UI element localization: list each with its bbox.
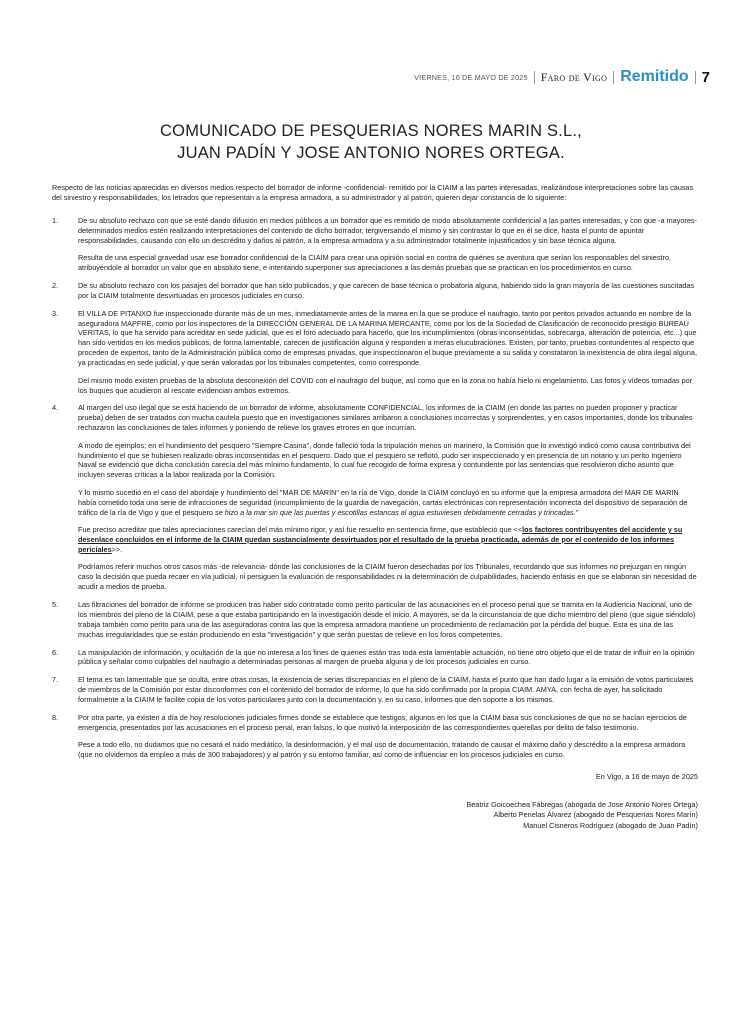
paragraph: La manipulación de información, y ocultación de la que no interesa a los fines de quienes están tras toda esta lamentable actuación, no tiene otro objeto que el de tratar de influir en la opinión pública y señalar como culpables del naufragio a determinadas personas al margen de prueba alguna y de los procesos judiciales en curso. <box>78 647 695 667</box>
item-text <box>78 600 698 640</box>
signature-line: Manuel Cisneros Rodríguez (abogado de Juan Padín) <box>523 820 698 830</box>
item-number: 4. <box>52 403 59 413</box>
item-number: 5. <box>52 599 59 609</box>
numbered-item <box>52 281 698 301</box>
item-text <box>78 713 698 760</box>
signature-line: Beatriz Goicoechea Fábregas (abogada de Jose Antonio Nores Ortega) <box>466 800 698 810</box>
title-line: COMUNICADO DE PESQUERIAS NORES MARIN S.L., <box>160 122 582 140</box>
item-text <box>78 648 698 668</box>
newspaper-name: Faro de Vigo <box>540 69 608 84</box>
issue-date: VIERNES, 16 DE MAYO DE 2025 <box>414 72 528 82</box>
item-text <box>78 216 698 273</box>
italic-quote: se hizo a la mar sin que las puertas y escotillas estancas al agua estuviesen debidamente cerradas y trincadas." <box>214 507 579 517</box>
masthead <box>414 66 710 88</box>
page-number: 7 <box>701 68 710 86</box>
statement-body <box>52 183 698 831</box>
paragraph: Pese a todo ello, no dudamos que no cesará el ruido mediático, la desinformación, y el mal uso de documentación, tratando de causar el máximo daño y descrédito a la empresa armadora (que no olvidemos da empleo a más de 300 trabajadores) y al patrón y su entorno familiar, así como de influenciar en los procesos judiciales en curso. <box>78 740 686 760</box>
paragraph: El tema es tan lamentable que se oculta, entre otras cosas, la existencia de serias discrepancias en el pleno de la CIAIM, hasta el punto que han dado lugar a la emisión de votos particulares de miembros de la Comisión por estar disconformes con el contenido del borrador de informe, lo que ha sido confirmado por la propia CIAIM. AMYA, con fecha de ayer, ha solicitado formalmente a la CIAIM le facilite copia de los votos particulares junto con la documentación y, en su caso, informes que den soporte a los mismos. <box>78 675 694 705</box>
paragraph: Las filtraciones del borrador de informe se producen tras haber sido contratado como perito particular de las acusaciones en el proceso penal que se tramita en la Audiencia Nacional, uno de los miembros del pleno de la CIAIM, pese a que estaba participando en la investigación desde el inicio. A mayores, se da la circunstancia de que dicho miembro del pleno (que sigue siéndolo) trabaja también como perito para una de las aseguradoras contra las que la empresa armadora mantiene un procedimiento de reclamación por la pérdida del buque. Esta es una de las muchas irregularidades que se están produciendo en esta "investigación" y que serán puestas de relieve en los foros competentes. <box>78 599 696 639</box>
page-title <box>0 120 742 164</box>
numbered-item <box>52 648 698 668</box>
masthead-divider <box>613 71 614 84</box>
underlined-quote: los factores contribuyentes del accidente y su desenlace concluidos en el informe de la CIAIM quedan sustancialmente desvirtuados por el resultado de la prueba practicada, además de por el contenido de los informes periciales <box>78 524 683 554</box>
title-line: JUAN PADÍN Y JOSE ANTONIO NORES ORTEGA. <box>177 144 565 162</box>
text-run: Y lo mismo sucedió en el caso del abordaje y hundimiento del "MAR DE MARIN" en la ría de Vigo, donde la CIAIM concluyó en su informe que la empresa armadora del MAR DE MARIN había cometido toda una serie de infracciones de seguridad (incumplimiento de la guardia de navegación, cartas electrónicas con representación incorrecta del dispositivo de separación de tráfico de la ría de Vigo y que el pesquero <box>78 487 688 517</box>
signature-line: Alberto Penelas Álvarez (abogado de Pesquerías Nores Marín) <box>493 810 698 820</box>
numbered-item <box>52 216 698 273</box>
text-run: >>. <box>111 544 123 554</box>
item-text <box>78 309 698 396</box>
signature-block <box>52 800 698 831</box>
item-text <box>78 403 698 592</box>
text-run: Fue preciso acreditar que tales apreciaciones carecían del más mínimo rigor, y así fue resuelto en sentencia firme, que estableció que << <box>78 524 523 534</box>
paragraph: De su absoluto rechazo con que se esté dando difusión en medios públicos a un borrador que es remitido de modo absolutamente confidencial a las partes interesadas, y con que -a mayores- determinados medios estén realizando interpretaciones del contenido de dicho borrador, tergiversando el mismo y sin contrastar lo que en él se dice, hasta el punto de apuntar responsabilidades, causando con ello un descrédito y daños al patrón, a la empresa armadora y a su administrador totalmente injustificados y sin base técnica alguna. <box>78 215 697 245</box>
item-number: 2. <box>52 280 59 290</box>
numbered-item <box>52 713 698 760</box>
paragraph: A modo de ejemplos; en el hundimiento del pesquero "Siempre Casina", donde falleció toda la tripulación menos un marinero, la Comisión que lo investigó indicó como causa contributiva del hundimiento el que se hubiesen realizado obras inconsentidas en el pesquero. Dado que el pesquero se reflotó, pudo ser inspeccionado y en presencia de un notario y un perito Ingeniero Naval se evidenció que dicha conclusión carecía del más mínimo fundamento, lo cual fue recogido de forma expresa y contundente por las sentencias que resolvieron dicho asunto que incluyen severas críticas a la labor realizada por la Comisión. <box>78 440 691 480</box>
item-number: 6. <box>52 647 59 657</box>
numbered-item <box>52 675 698 705</box>
numbered-item <box>52 309 698 396</box>
masthead-divider <box>695 71 696 84</box>
masthead-divider <box>534 71 535 84</box>
paragraph: Al margen del uso ilegal que se está haciendo de un borrador de informe, absolutamente CONFIDENCIAL, los informes de la CIAIM (en donde las partes no pueden proponer y practicar prueba) deben de ser tratados con mucha cautela puesto que en investigaciones similares arribaron a conclusiones incorrectas y sorprendentes, y en casos importantes, donde los tribunales rechazaron las conclusiones de tales informes y poniendo de relieve los graves errores en que incurrían. <box>78 403 693 433</box>
paragraph: Del mismo modo existen pruebas de la absoluta desconexión del COVID con el naufragio del buque, así como que en la zona no había hielo ni engelamiento. Las fotos y vídeos tomadas por los buques que acudieron al rescate evidencian ambos extremos. <box>78 375 693 395</box>
intro-paragraph: Respecto de las noticias aparecidas en diversos medios respecto del borrador de informe -confidencial- remitido por la CIAIM a las partes interesadas, realizándose interpretaciones sobre las causas del siniestro y responsabilidades, los letrados que representan a la empresa armadora, a su administrador y al patrón, quieren dejar constancia de lo siguiente: <box>52 183 694 202</box>
place-date-line: En Vigo, a 16 de mayo de 2025 <box>595 772 698 782</box>
paragraph: Por otra parte, ya existen a día de hoy resoluciones judiciales firmes donde se establece que testigos, algunos en los que la CIAIM basa sus conclusiones de que no se hacían ejercicios de emergencia, presentados por las acusaciones en el proceso penal, eran falsos, lo que motivó la interposición de las correspondientes querellas por delito de falso testimonio. <box>78 713 687 732</box>
section-name: Remitido <box>620 68 689 85</box>
item-number: 8. <box>52 713 59 723</box>
item-number: 3. <box>52 308 59 318</box>
paragraph: De su absoluto rechazo con los pasajes del borrador que han sido publicados, y que carecen de base técnica o probatoria alguna, habiendo sido la gran mayoría de las cuestiones suscitadas por la CIAIM totalmente desvirtuadas en procesos judiciales en curso. <box>78 280 695 300</box>
item-number: 1. <box>52 215 59 225</box>
numbered-item <box>52 403 698 592</box>
numbered-item <box>52 600 698 640</box>
paragraph <box>78 525 698 555</box>
paragraph <box>78 488 698 518</box>
paragraph: Podríamos referir muchos otros casos más -de relevancia- dónde las conclusiones de la CIAIM fueron desechadas por los Tribunales, recordando que sus informes no prejuzgan en ningún caso la decisión que pueda recaer en vía judicial, ni persiguen la evaluación de responsabilidades ni la determinación de culpabilidades, haciendo énfasis en que se elaboran sin necesidad de acudir a medios de prueba. <box>78 562 697 591</box>
paragraph: Resulta de una especial gravedad usar ese borrador confidencial de la CIAIM para crear una opinión social en contra de quiénes se aventura que serían los responsables del siniestro, atribuyéndole al borrador un valor que en absoluto tiene, e intentando superponer sus apreciaciones a las demás pruebas que se practican en los procedimientos en curso. <box>78 253 672 272</box>
paragraph: El VILLA DE PITANXO fue inspeccionado durante más de un mes, inmediatamente antes de la marea en la que se produce el naufragio, tanto por peritos privados actuando en nombre de la aseguradora MAPFRE, como por los inspectores de la DIRECCIÓN GENERAL DE LA MARINA MERCANTE, como por los de la Sociedad de Clasificación de reconocido prestigio BUREAU VERITAS, lo que ha servido para acreditar en sede judicial, que es el foro adecuado para hacerlo, que los incumplimientos (obras inconsentidas, sobrecarga, alteración de potencia, etc...) que han sido vertidos en los medios públicos, de forma lamentable, carecen de justificación alguna y responden a meras elucubraciones. Existen, por tanto, pruebas contundentes al respecto que proceden de expertos, tanto de la Administración pública como de empresas privadas, que inspeccionaron el buque previamente a su salida y constataron la inexistencia de obra ilegal alguna, ya practicadas en sede judicial, y que serán valoradas por los tribunales competentes, como corresponde. <box>78 308 697 368</box>
item-number: 7. <box>52 675 59 685</box>
item-text <box>78 675 698 705</box>
item-text <box>78 281 698 301</box>
